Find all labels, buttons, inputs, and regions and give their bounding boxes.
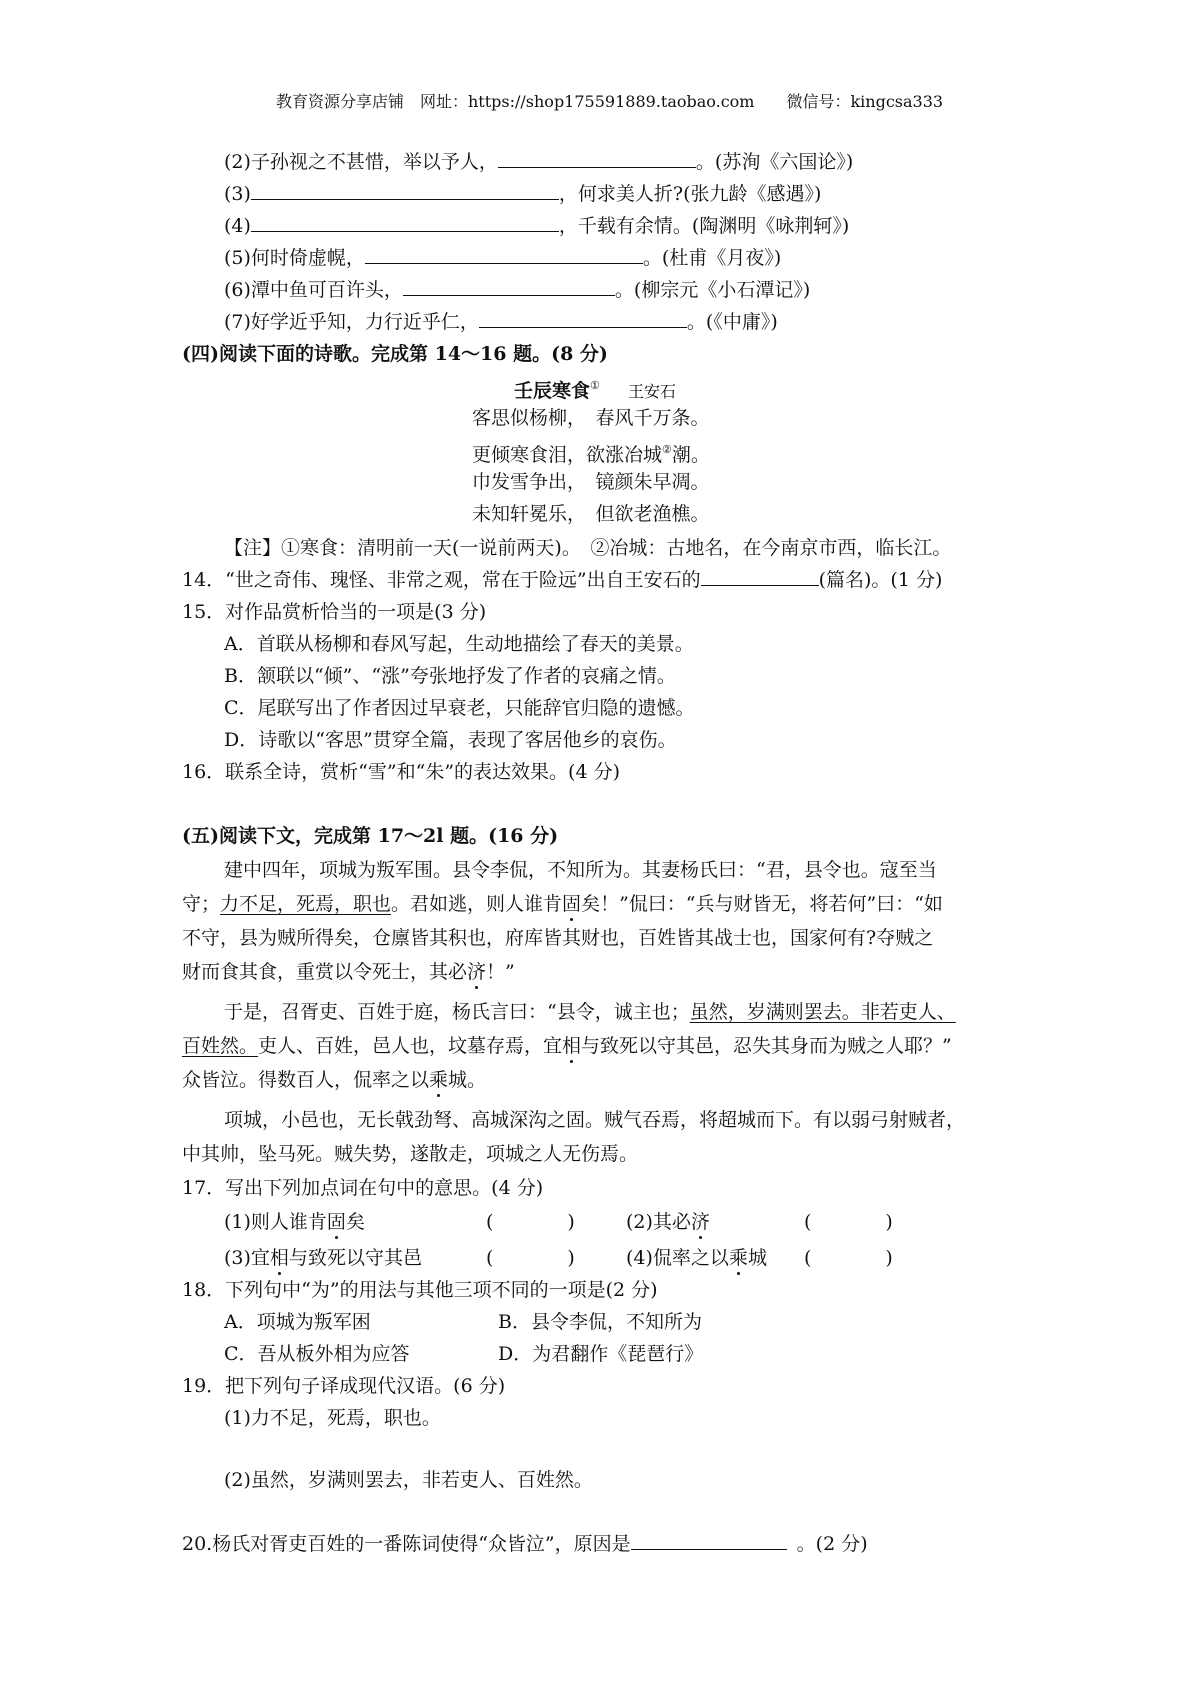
close-paren: ) <box>567 1211 575 1233</box>
answer-blank[interactable] <box>479 309 687 328</box>
q17-item-text: (3)宜 <box>224 1247 270 1269</box>
passage-text: 矣！”侃曰：“兵与财皆无，将若何”曰：“如 <box>581 893 943 915</box>
question-14 <box>182 566 942 594</box>
answer-blank[interactable] <box>365 245 643 264</box>
answer-blank[interactable] <box>251 181 559 200</box>
q18-option-a[interactable]: A．项城为叛军困 <box>224 1311 371 1333</box>
fill-line-3-text: (3) <box>224 183 251 205</box>
fill-line-2 <box>224 148 853 176</box>
fill-line-3 <box>224 180 821 208</box>
dotted-word: 济 <box>467 961 487 983</box>
question-19: 19．把下列句子译成现代汉语。(6 分) <box>182 1375 506 1397</box>
fill-line-5-text: (5)何时倚虚幌， <box>224 247 365 269</box>
question-20 <box>182 1530 868 1558</box>
fill-line-7-text: (7)好学近乎知，力行近乎仁， <box>224 311 479 333</box>
q17-item-text: 矣 <box>345 1211 365 1233</box>
q15-option-a[interactable]: A．首联从杨柳和春风写起，生动地描绘了春天的美景。 <box>224 633 694 655</box>
q17-item-text: 城 <box>747 1247 767 1269</box>
fill-line-2-text: (2)子孙视之不甚惜，举以予人， <box>224 151 498 173</box>
dotted-word: 固 <box>562 893 582 915</box>
passage-text: 吏人、百姓，邑人也，坟墓存焉，宜 <box>258 1035 563 1057</box>
q18-option-d[interactable]: D．为君翻作《琵琶行》 <box>498 1343 704 1365</box>
dotted-word: 济 <box>690 1211 710 1233</box>
underlined-sentence: 虽然，岁满则罢去。非若吏人、 <box>689 1001 956 1023</box>
fill-line-6 <box>224 276 810 304</box>
underlined-sentence: 百姓然。 <box>182 1035 259 1057</box>
question-20-suffix: 。(2 分) <box>796 1533 868 1555</box>
poem-author: 王安石 <box>627 382 676 401</box>
q18-option-b[interactable]: B．县令李侃，不知所为 <box>498 1311 702 1333</box>
fill-line-2-source: 。(苏洵《六国论》) <box>695 151 854 173</box>
passage-p2-line2 <box>182 1032 952 1060</box>
dotted-word: 相 <box>562 1035 582 1057</box>
question-14-suffix: (篇名)。(1 分) <box>818 569 943 591</box>
q17-item-text: (2)其必 <box>626 1211 691 1233</box>
fill-line-7-source: 。(《中庸》) <box>686 311 778 333</box>
q18-option-c[interactable]: C．吾从板外相为应答 <box>224 1343 410 1365</box>
q17-item-text: (4)侃率之以 <box>626 1247 729 1269</box>
answer-blank[interactable] <box>631 1531 787 1550</box>
passage-p1-line1: 建中四年，项城为叛军围。县令李侃，不知所为。其妻杨氏曰：“君，县令也。寇至当 <box>224 859 937 881</box>
passage-p2-line3 <box>182 1066 486 1094</box>
dotted-word: 乘 <box>728 1247 748 1269</box>
answer-blank[interactable] <box>701 567 819 586</box>
dotted-word: 固 <box>326 1211 346 1233</box>
question-14-text: 14．“世之奇伟、瑰怪、非常之观，常在于险远”出自王安石的 <box>182 569 701 591</box>
passage-p3-line1: 项城，小邑也，无长戟劲弩、高城深沟之固。贼气吞焉，将超城而下。有以弱弓射贼者， <box>224 1109 966 1131</box>
poem-line-3: 巾发雪争出， 镜颜朱早凋。 <box>472 471 710 493</box>
passage-text: 于是，召胥吏、百姓于庭，杨氏言曰：“县令，诚主也； <box>224 1001 690 1023</box>
q17-answer-3[interactable] <box>486 1244 575 1272</box>
q17-answer-2[interactable] <box>804 1208 893 1236</box>
passage-text: 财而食其食，重赏以令死士，其必 <box>182 961 468 983</box>
passage-p1-line4 <box>182 958 515 986</box>
fill-line-3-source: ，何求美人折?(张九龄《感遇》) <box>558 183 822 205</box>
poem-line-4: 未知轩冕乐， 但欲老渔樵。 <box>472 503 710 525</box>
underlined-sentence: 力不足，死焉，职也 <box>220 893 392 915</box>
fill-line-4 <box>224 212 849 240</box>
answer-blank[interactable] <box>403 277 615 296</box>
section5-heading: (五)阅读下文，完成第 17～2l 题。(16 分) <box>182 825 559 847</box>
answer-blank[interactable] <box>251 213 559 232</box>
dotted-word: 相 <box>269 1247 289 1269</box>
open-paren: ( <box>804 1247 812 1269</box>
poem-note: 【注】①寒食：清明前一天(一说前两天)。 ②冶城：古地名，在今南京市西，临长江。 <box>224 537 952 559</box>
q17-answer-1[interactable] <box>486 1208 575 1236</box>
poem-line-1: 客思似杨柳， 春风千万条。 <box>472 407 710 429</box>
passage-text: ！” <box>486 961 515 983</box>
passage-p1-line3: 不守，县为贼所得矣，仓廪皆其积也，府库皆其财也，百姓皆其战士也，国家何有?夺贼之 <box>182 927 934 949</box>
fill-line-5 <box>224 244 781 272</box>
close-paren: ) <box>885 1211 893 1233</box>
open-paren: ( <box>486 1247 494 1269</box>
q17-item-1 <box>224 1208 365 1236</box>
question-15: 15．对作品赏析恰当的一项是(3 分) <box>182 601 487 623</box>
fill-line-4-text: (4) <box>224 215 251 237</box>
page-header: 教育资源分享店铺 网址：https://shop175591889.taobao.com 微信号：kingcsa333 <box>276 92 944 111</box>
close-paren: ) <box>885 1247 893 1269</box>
passage-text: 众皆泣。得数百人，侃率之以 <box>182 1069 430 1091</box>
poem-line-2 <box>472 436 710 469</box>
open-paren: ( <box>804 1211 812 1233</box>
passage-p3-line2: 中其帅，坠马死。贼失势，遂散走，项城之人无伤焉。 <box>182 1143 639 1165</box>
dotted-word: 乘 <box>429 1069 449 1091</box>
fill-line-4-source: ，千载有余情。(陶渊明《咏荆轲》) <box>558 215 850 237</box>
fill-line-5-source: 。(杜甫《月夜》) <box>642 247 782 269</box>
q17-answer-4[interactable] <box>804 1244 893 1272</box>
poem-title: 壬辰寒食 <box>514 380 591 402</box>
q17-item-4 <box>626 1244 767 1272</box>
poem-title-note-mark: ① <box>590 379 600 392</box>
poem-line-2-note-mark: ② <box>662 443 672 456</box>
question-18: 18．下列句中“为”的用法与其他三项不同的一项是(2 分) <box>182 1279 658 1301</box>
answer-blank[interactable] <box>498 149 696 168</box>
passage-text: 。君如逃，则人谁肯 <box>391 893 563 915</box>
q17-item-text: (1)则人谁肯 <box>224 1211 327 1233</box>
fill-line-6-source: 。(柳宗元《小石潭记》) <box>614 279 811 301</box>
question-16: 16．联系全诗，赏析“雪”和“朱”的表达效果。(4 分) <box>182 761 620 783</box>
passage-text: 城。 <box>448 1069 487 1091</box>
q15-option-c[interactable]: C．尾联写出了作者因过早衰老，只能辞官归隐的遗憾。 <box>224 697 695 719</box>
question-20-text: 20.杨氏对胥吏百姓的一番陈词使得“众皆泣”，原因是 <box>182 1533 631 1555</box>
q17-item-text: 与致死以守其邑 <box>288 1247 422 1269</box>
close-paren: ) <box>567 1247 575 1269</box>
section4-heading: (四)阅读下面的诗歌。完成第 14～16 题。(8 分) <box>182 343 608 365</box>
open-paren: ( <box>486 1211 494 1233</box>
passage-text: 守； <box>182 893 221 915</box>
poem-line-2-end: 潮。 <box>671 444 710 466</box>
q17-item-2 <box>626 1208 710 1236</box>
passage-p1-line2 <box>182 890 943 918</box>
fill-line-7 <box>224 308 778 336</box>
q19-item-1: (1)力不足，死焉，职也。 <box>224 1407 441 1429</box>
poem-line-2-text: 更倾寒食泪，欲涨冶城 <box>472 444 663 466</box>
q17-item-3 <box>224 1244 422 1272</box>
poem-title-line <box>514 372 676 406</box>
q15-option-b[interactable]: B．颔联以“倾”、“涨”夸张地抒发了作者的哀痛之情。 <box>224 665 676 687</box>
question-17: 17．写出下列加点词在句中的意思。(4 分) <box>182 1177 544 1199</box>
fill-line-6-text: (6)潭中鱼可百许头， <box>224 279 403 301</box>
passage-text: 与致死以守其邑，忍失其身而为贼之人耶？” <box>581 1035 952 1057</box>
q19-item-2: (2)虽然，岁满则罢去，非若吏人、百姓然。 <box>224 1469 593 1491</box>
passage-p2-line1 <box>224 998 956 1026</box>
q15-option-d[interactable]: D．诗歌以“客思”贯穿全篇，表现了客居他乡的哀伤。 <box>224 729 677 751</box>
